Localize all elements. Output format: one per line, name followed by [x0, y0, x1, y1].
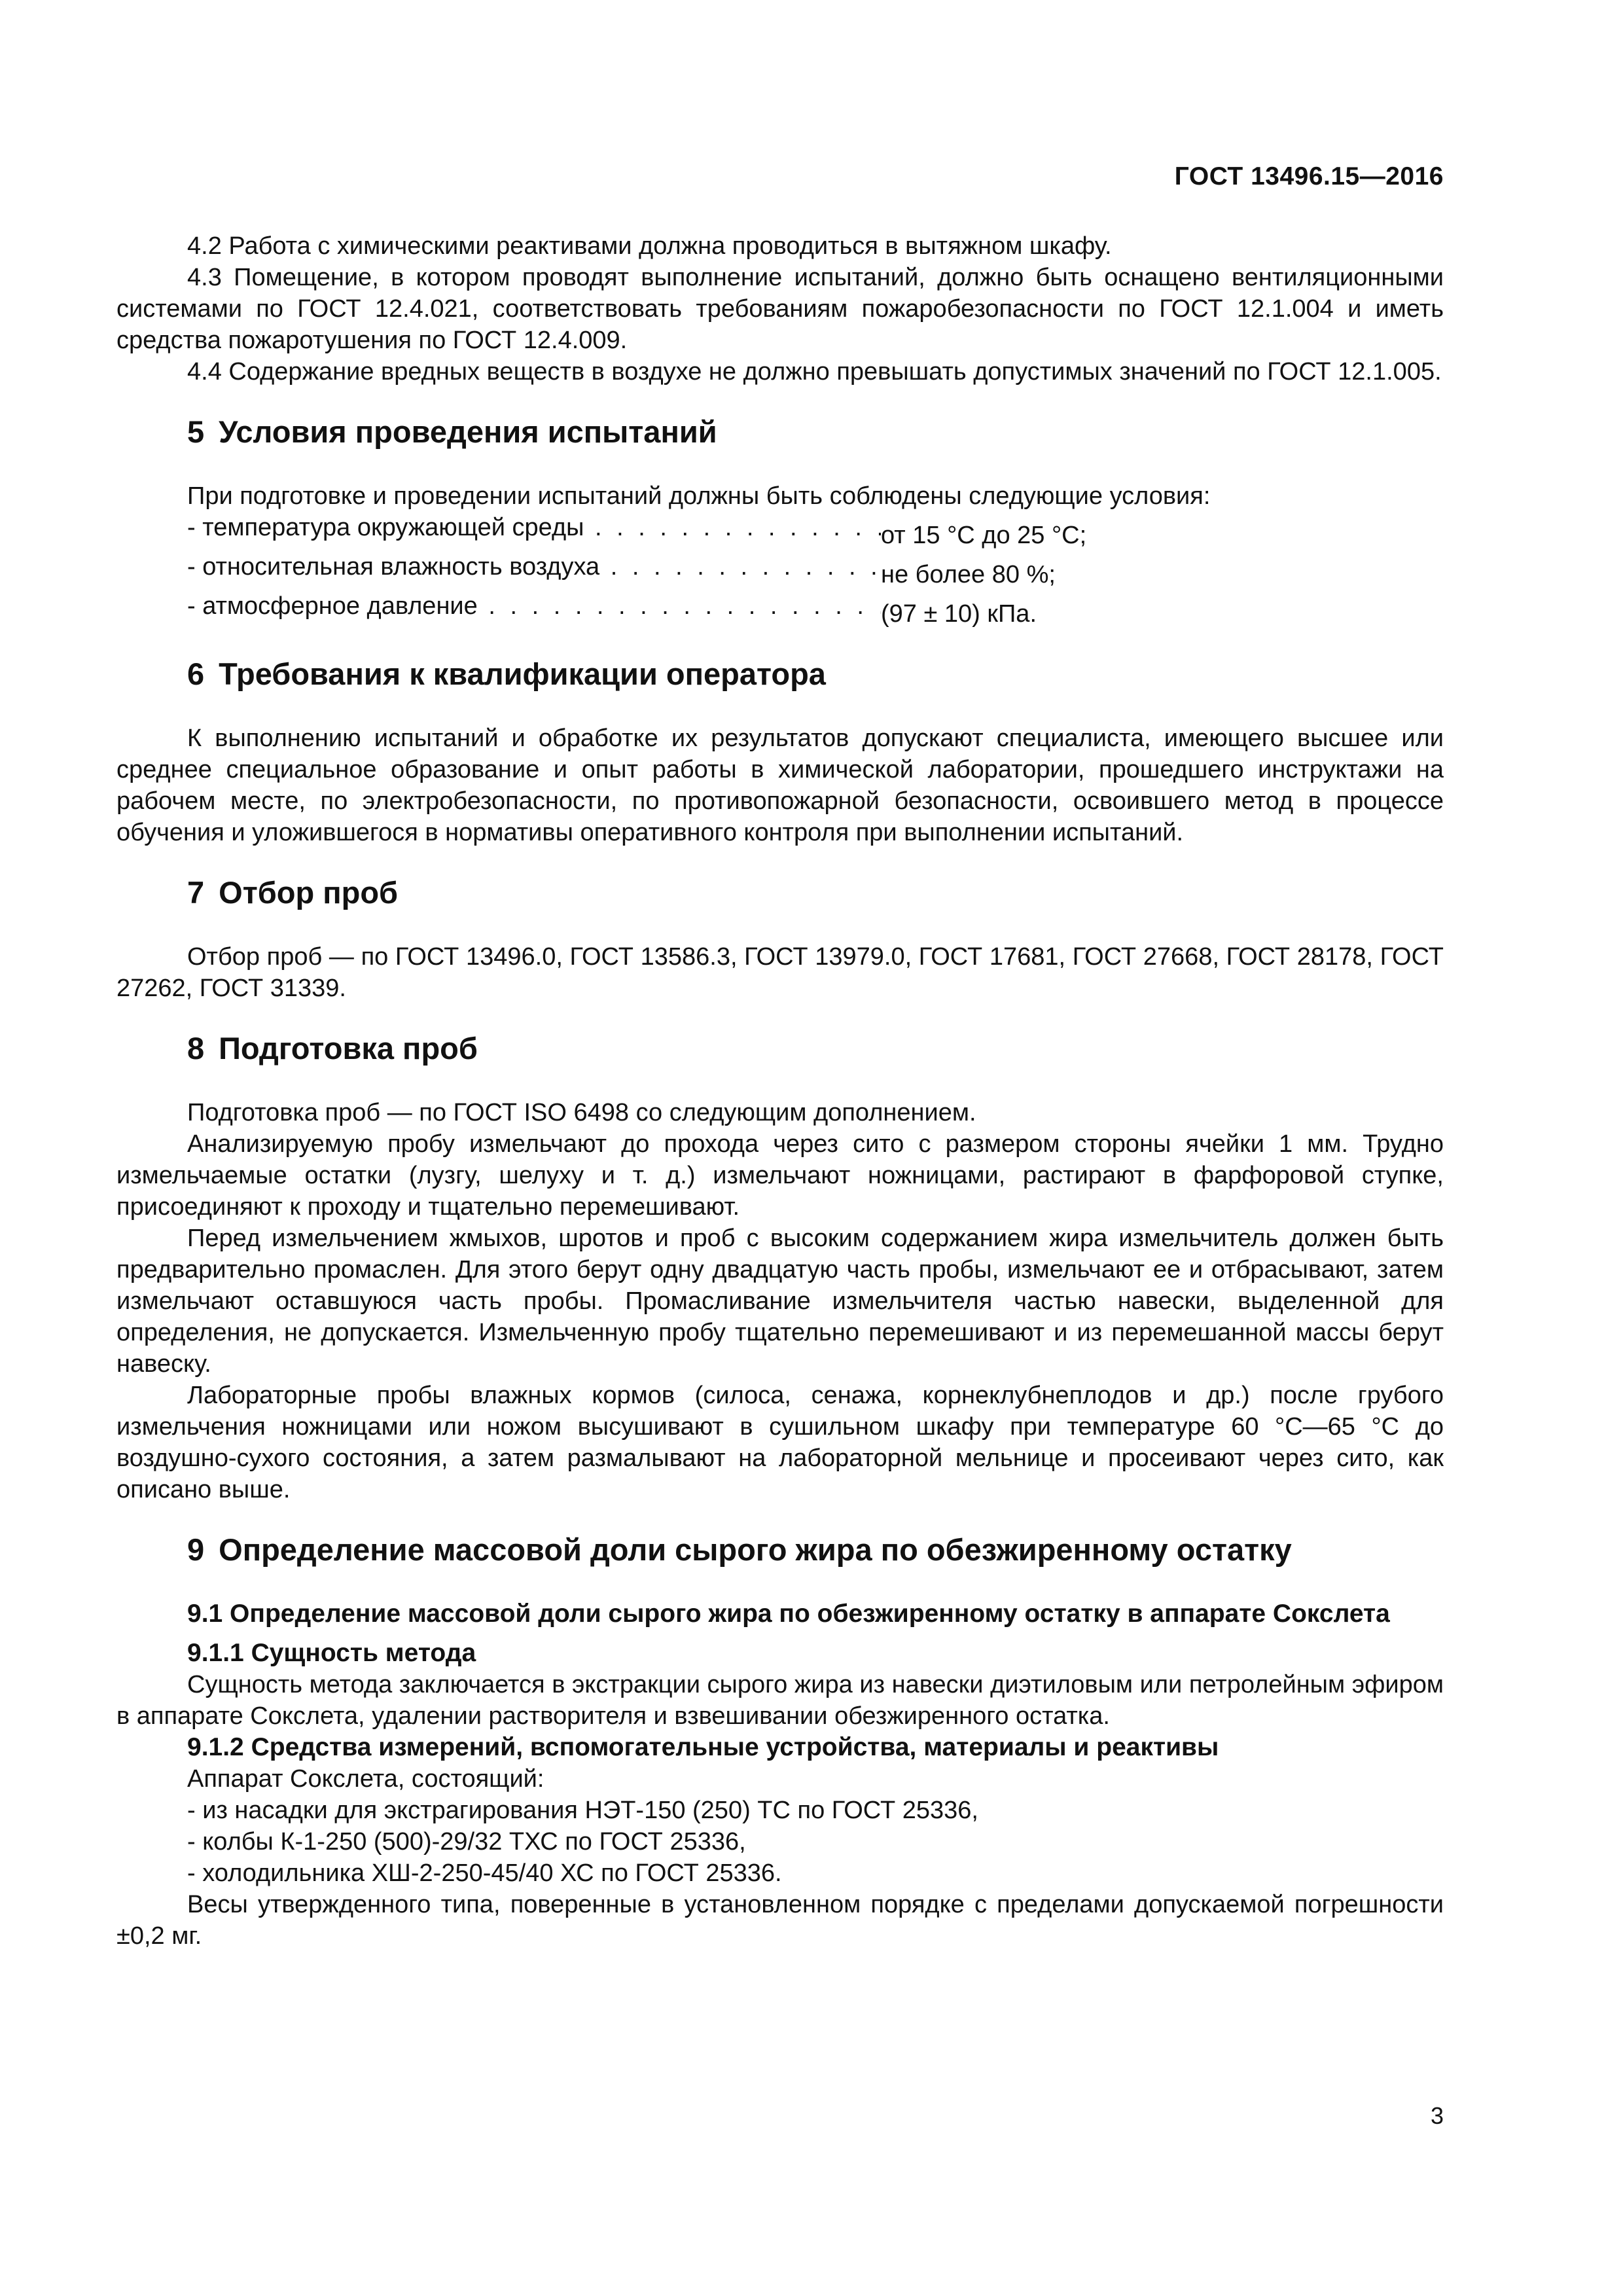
list-item: - колбы К-1-250 (500)-29/32 ТХС по ГОСТ 25336, — [187, 1828, 746, 1856]
list-item: - холодильника ХШ-2-250-45/40 ХС по ГОСТ 25336. — [187, 1859, 782, 1887]
condition-humidity — [116, 551, 1444, 590]
condition-value: (97 ± 10) кПа. — [881, 600, 1037, 628]
paragraph-4-2: 4.2 Работа с химическими реактивами должна проводиться в вытяжном шкафу. — [187, 232, 1112, 260]
section-9-title: Определение массовой доли сырого жира по обезжиренному остатку — [219, 1532, 1292, 1567]
section-8-paragraph-1: Подготовка проб — по ГОСТ ISO 6498 со следующим дополнением. — [187, 1099, 976, 1126]
section-5-heading — [116, 412, 1444, 452]
paragraph-4-4: 4.4 Содержание вредных веществ в воздухе не должно превышать допустимых значений по ГОСТ 12.1.005. — [187, 358, 1442, 386]
section-7-text: Отбор проб — по ГОСТ 13496.0, ГОСТ 13586.3, ГОСТ 13979.0, ГОСТ 17681, ГОСТ 27668, ГОСТ 28178, ГОСТ 27262, ГОСТ 31339. — [116, 943, 1444, 1002]
condition-label: - атмосферное давление . . . — [187, 590, 881, 622]
section-6-number: 6 — [187, 656, 205, 691]
section-7-number: 7 — [187, 875, 205, 910]
section-6-text: К выполнению испытаний и обработке их результатов допускают специалиста, имеющего высшее или среднее специальное образование и опыт работы в химической лаборатории, прошедшего инструктажи на рабочем месте, по электробезопасности, по противопожарной безопасности, освоившего метод в процессе обучения и уложившегося в нормативы оперативного контроля при выполнении испытаний. — [116, 725, 1444, 846]
page-number: 3 — [1430, 2102, 1444, 2129]
section-8-paragraph-3: Перед измельчением жмыхов, шротов и проб с высоким содержанием жира измельчитель должен быть предварительно промаслен. Для этого берут одну двадцатую часть пробы, измельчают ее и отбрасывают, затем измельчают оставшуюся часть пробы. Промасливание измельчителя частью навески, выделенной для определения, не допускается. Измельченную пробу тщательно перемешивают и из перемешанной массы берут навеску. — [116, 1225, 1444, 1378]
section-7-heading — [116, 873, 1444, 912]
paragraph-4-3: 4.3 Помещение, в котором проводят выполнение испытаний, должно быть оснащено вентиляционными системами по ГОСТ 12.4.021, соответствовать требованиям пожаробезопасности по ГОСТ 12.1.004 и иметь средства пожаротушения по ГОСТ 12.4.009. — [116, 264, 1444, 354]
section-5-title: Условия проведения испытаний — [219, 414, 717, 449]
section-6-heading — [116, 655, 1444, 694]
condition-temperature — [116, 512, 1444, 551]
section-7-title: Отбор проб — [219, 875, 399, 910]
section-8-heading — [116, 1029, 1444, 1068]
condition-label: - температура окружающей среды . . . — [187, 512, 881, 543]
subsection-9-1-1-heading: 9.1.1 Сущность метода — [187, 1639, 476, 1667]
section-8-number: 8 — [187, 1031, 205, 1066]
condition-pressure — [116, 590, 1444, 630]
scales-paragraph: Весы утвержденного типа, поверенные в установленном порядке с пределами допускаемой погрешности ±0,2 мг. — [116, 1891, 1444, 1950]
document-header: ГОСТ 13496.15—2016 — [1174, 162, 1444, 190]
section-8-paragraph-2: Анализируемую пробу измельчают до прохода через сито с размером стороны ячейки 1 мм. Трудно измельчаемые остатки (лузгу, шелуху и т. д.) измельчают ножницами, растирают в фарфоровой ступке, присоединяют к проходу и тщательно перемешивают. — [116, 1130, 1444, 1221]
section-8-title: Подготовка проб — [219, 1031, 478, 1066]
condition-value: от 15 °C до 25 °C; — [881, 522, 1087, 549]
condition-value: не более 80 %; — [881, 561, 1056, 588]
section-9-number: 9 — [187, 1532, 205, 1567]
section-6-title: Требования к квалификации оператора — [219, 656, 826, 691]
conditions-intro: При подготовке и проведении испытаний должны быть соблюдены следующие условия: — [187, 482, 1211, 510]
section-9-heading — [116, 1530, 1444, 1570]
section-8-paragraph-4: Лабораторные пробы влажных кормов (силоса, сенажа, корнеклубнеплодов и др.) после грубого измельчения ножницами или ножом высушивают в сушильном шкафу при температуре 60 °C—65 °C до воздушно-сухого состояния, а затем размалывают на лабораторной мельнице и просеивают через сито, как описано выше. — [116, 1382, 1444, 1503]
list-item: - из насадки для экстрагирования НЭТ-150 (250) ТС по ГОСТ 25336, — [187, 1797, 978, 1824]
apparatus-intro: Аппарат Сокслета, состоящий: — [187, 1765, 544, 1793]
subsection-9-1-heading: 9.1 Определение массовой доли сырого жира по обезжиренному остатку в аппарате Сокслета — [187, 1600, 1390, 1628]
subsection-9-1-2-heading: 9.1.2 Средства измерений, вспомогательные устройства, материалы и реактивы — [187, 1733, 1219, 1761]
document-body — [116, 230, 1444, 1952]
section-5-number: 5 — [187, 414, 205, 449]
condition-label: - относительная влажность воздуха . . . — [187, 551, 881, 583]
subsection-9-1-1-text: Сущность метода заключается в экстракции сырого жира из навески диэтиловым или петролейным эфиром в аппарате Сокслета, удалении растворителя и взвешивании обезжиренного остатка. — [116, 1671, 1444, 1730]
document-page — [116, 0, 1444, 2296]
